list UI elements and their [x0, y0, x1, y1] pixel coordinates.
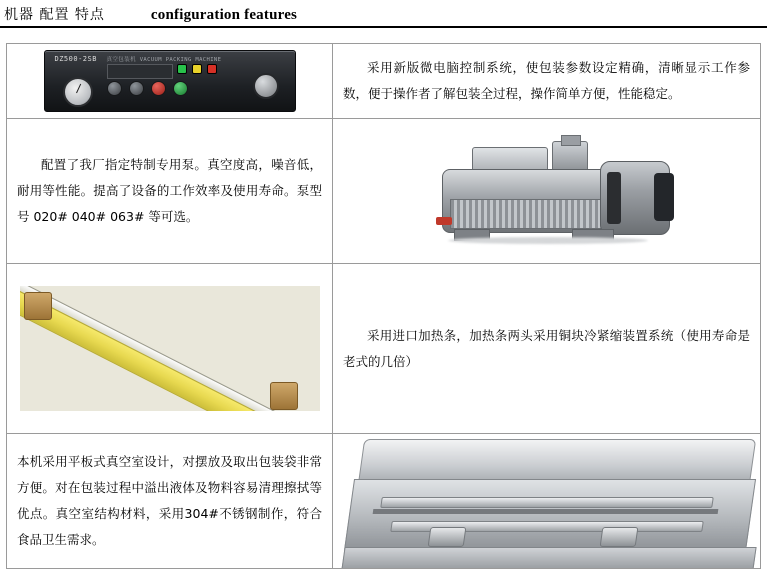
- panel-button-start: [173, 81, 188, 96]
- header-divider: [0, 26, 767, 28]
- panel-indicator-lights: [177, 64, 217, 74]
- table-row: [7, 119, 761, 264]
- heating-bar-text-cell: [333, 264, 761, 434]
- pump-inlet: [552, 141, 588, 173]
- heating-bar-image-cell: [7, 264, 333, 434]
- page-header: [0, 0, 767, 26]
- chamber-image-cell: [333, 434, 761, 569]
- table-row: [7, 44, 761, 119]
- panel-sub-label: 真空包装机 VACUUM PACKING MACHINE: [106, 57, 222, 63]
- table-row: [7, 434, 761, 569]
- chamber-lid: [358, 439, 756, 485]
- table-row: [7, 264, 761, 434]
- control-system-text-cell: [333, 44, 761, 119]
- pump-oil-nozzle: [436, 217, 452, 225]
- panel-button-1: [107, 81, 122, 96]
- chamber-sealing-bar-1: [380, 497, 714, 508]
- pump-text-cell: [7, 119, 333, 264]
- features-table: [6, 43, 761, 569]
- led-green-icon: [177, 64, 187, 74]
- panel-button-row: [107, 81, 188, 96]
- chamber-description: 本机采用平板式真空室设计，对摆放及取出包装袋非常方便。对在包装过程中溢出液体及物料容易清理擦拭等优点。真空室结构材料，采用304#不锈钢制作，符合食品卫生需求。: [17, 454, 322, 547]
- vacuum-gauge-icon: [63, 77, 93, 107]
- page-title-cn: 机器 配置 特点: [4, 7, 105, 23]
- chamber-base: [341, 547, 756, 568]
- panel-button-stop: [151, 81, 166, 96]
- page-title-en: configuration features: [150, 7, 298, 23]
- led-red-icon: [207, 64, 217, 74]
- control-panel-cell: [7, 44, 333, 119]
- panel-button-2: [129, 81, 144, 96]
- heating-bar-base: [20, 286, 310, 411]
- led-yellow-icon: [192, 64, 202, 74]
- chamber-body: [344, 479, 756, 551]
- heating-bar-copper-end-bottom: [270, 382, 298, 410]
- control-system-description: 采用新版微电脑控制系统，使包装参数设定精确，清晰显示工作参数，便于操作者了解包装全过程，操作简单方便，性能稳定。: [343, 60, 750, 101]
- pump-shadow: [448, 237, 648, 244]
- chamber-seal-line: [373, 509, 719, 514]
- heating-bar-copper-end-top: [24, 292, 52, 320]
- heating-bar-description: 采用进口加热条，加热条两头采用铜块冷紧缩装置系统（使用寿命是老式的几倍）: [343, 327, 750, 369]
- pump-motor-cap: [654, 173, 674, 221]
- chamber-hinge-left: [428, 527, 467, 547]
- panel-knob: [253, 73, 279, 99]
- pump-cooling-fins: [450, 199, 602, 229]
- vacuum-chamber-photo: [333, 435, 757, 568]
- control-panel-photo: [44, 50, 296, 112]
- heating-bar-photo: [20, 286, 320, 411]
- chamber-text-cell: [7, 434, 333, 569]
- vacuum-pump-photo: [402, 133, 692, 258]
- pump-image-cell: [333, 119, 761, 264]
- pump-description: 配置了我厂指定特制专用泵。真空度高，噪音低，耐用等性能。提高了设备的工作效率及使用寿命。泵型号 020# 040# 063# 等可选。: [17, 157, 322, 224]
- panel-model-label: DZ500-2SB: [54, 55, 97, 63]
- panel-display-screen: [107, 64, 173, 79]
- chamber-hinge-right: [600, 527, 639, 547]
